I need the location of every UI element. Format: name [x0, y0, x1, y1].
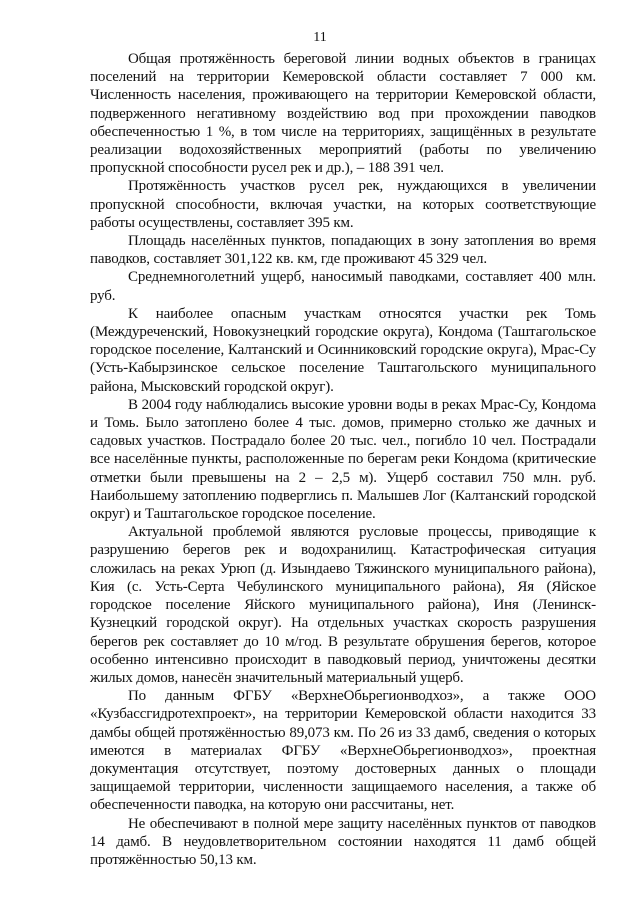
page-number: 11 — [313, 30, 327, 45]
paragraph-flood-zone-area: Площадь населённых пунктов, попадающих в зону затопления во время паводков, составляет 301,122 кв. км, где проживают 45 329 чел. — [90, 233, 596, 268]
paragraph-riverbed-sections: Протяжённость участков русел рек, нуждающихся в увеличении пропускной способности, включая участки, на которых соответствующие работы осуществлены, составляет 395 км. — [90, 178, 596, 231]
paragraph-dams-condition: Не обеспечивают в полной мере защиту населённых пунктов от паводков 14 дамб. В неудовлетворительном состоянии находятся 11 дамб общей протяжённостью 50,13 км. — [90, 815, 596, 868]
paragraph-shoreline-length: Общая протяжённость береговой линии водных объектов в границах поселений на территории Кемеровской области составляет 7 000 км. Численность населения, проживающего на территории Кемеровской области, подверженного негативному воздействию вод при прохождении паводков обеспеченностью 1 %, в том числе на территориях, защищённых в результате реализации водохозяйственных мероприятий (работы по увеличению пропускной способности русел рек и др.), – 188 391 чел. — [90, 51, 596, 177]
document-body — [90, 50, 596, 869]
paragraph-dams-data: По данным ФГБУ «ВерхнеОбьрегионводхоз», а также ООО «Кузбассгидротехпроект», на территории Кемеровской области находится 33 дамбы общей протяжённостью 89,073 км. По 26 из 33 дамб, сведения о которых имеются в материалах ФГБУ «ВерхнеОбьрегионводхоз», проектная документация отсутствует, поэтому достоверных данных о площади защищаемой территории, численности защищаемого населения, а также об обеспеченности паводка, на которую они рассчитаны, нет. — [90, 688, 596, 814]
paragraph-flood-2004: В 2004 году наблюдались высокие уровни воды в реках Мрас-Су, Кондома и Томь. Было затоплено более 4 тыс. домов, примерно столько же дачных и садовых участков. Пострадало более 20 тыс. чел., погибло 10 чел. Пострадали все населённые пункты, расположенные по берегам реки Кондома (критические отметки были превышены на 2 – 2,5 м). Ущерб составил 750 млн. руб. Наибольшему затоплению подверглись п. Малышев Лог (Калтанский городской округ) и Таштагольское городское поселение. — [90, 396, 596, 523]
paragraph-dangerous-sections: К наиболее опасным участкам относятся участки рек Томь (Междуреченский, Новокузнецкий городские округа), Кондома (Таштагольское городское поселение, Калтанский и Осинниковский городские округа), Мрас-Су (Усть-Кабырзинское сельское поселение Таштагольского муниципального района, Мысковский городской округ). — [90, 305, 596, 395]
paragraph-channel-processes: Актуальной проблемой являются русловые процессы, приводящие к разрушению берегов рек и водохранилищ. Катастрофическая ситуация сложилась на реках Урюп (д. Изындаево Тяжинского муниципального района), Кия (с. Усть-Серта Чебулинского муниципального района), Яя (Яйское городское поселение Яйского муниципального района), Иня (Ленинск-Кузнецкий городской округ). На отдельных участках скорость разрушения берегов рек составляет до 10 м/год. В результате обрушения берегов, которое особенно интенсивно происходит в паводковый период, уничтожены десятки жилых домов, нанесён значительный материальный ущерб. — [90, 524, 596, 686]
paragraph-average-damage: Среднемноголетний ущерб, наносимый паводками, составляет 400 млн. руб. — [90, 269, 596, 304]
